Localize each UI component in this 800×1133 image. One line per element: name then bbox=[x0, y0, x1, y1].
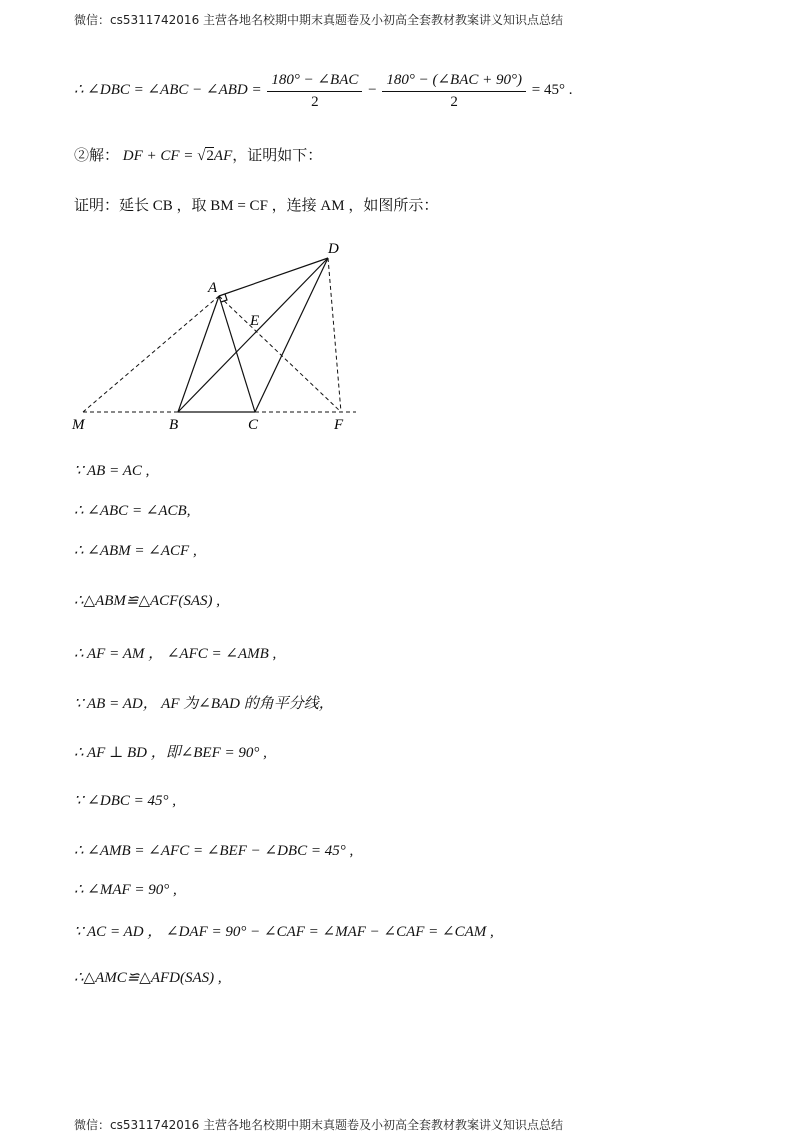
page-header: 微信：cs5311742016 主营各地名校期中期末真题卷及小初高全套教材教案讲义知识点总结 bbox=[74, 13, 564, 27]
page-footer: 微信：cs5311742016 主营各地名校期中期末真题卷及小初高全套教材教案讲义知识点总结 bbox=[74, 1118, 564, 1132]
eq1-fraction-1 bbox=[267, 70, 362, 111]
eq1-frac1-numerator: 180° − ∠BAC bbox=[267, 70, 362, 92]
eq1-lhs: ∴ ∠DBC = ∠ABC − ∠ABD = bbox=[74, 81, 262, 98]
right-angle-mark bbox=[221, 294, 227, 302]
sqrt-argument: 2 bbox=[206, 148, 214, 164]
proof-step-11: ∵ AC = AD ， ∠DAF = 90° − ∠CAF = ∠MAF − ∠CAF = ∠CAM , bbox=[74, 924, 494, 940]
eq1-minus: − bbox=[368, 81, 377, 98]
label-a: A bbox=[208, 280, 218, 296]
eq1-fraction-2 bbox=[382, 70, 526, 111]
eq1-frac2-numerator: 180° − (∠BAC + 90°) bbox=[382, 70, 526, 92]
proof-step-2: ∴ ∠ABC = ∠ACB, bbox=[74, 503, 191, 519]
proof-step-3: ∴ ∠ABM = ∠ACF , bbox=[74, 543, 197, 559]
proof-intro: 证明：延长 CB ，取 BM = CF ，连接 AM ，如图所示： bbox=[74, 198, 439, 214]
sqrt-sign: √ bbox=[197, 148, 206, 164]
proof-step-4: ∴△ABM≌△ACF(SAS) , bbox=[74, 593, 220, 609]
segment-df-dashed bbox=[328, 258, 341, 412]
solution-expr-left: DF + CF = bbox=[122, 148, 194, 164]
eq1-frac2-denominator: 2 bbox=[450, 94, 458, 110]
proof-step-9: ∴ ∠AMB = ∠AFC = ∠BEF − ∠DBC = 45° , bbox=[74, 843, 354, 859]
solution-statement bbox=[74, 144, 322, 165]
segment-am-dashed bbox=[83, 296, 219, 412]
eq1-rhs: = 45° . bbox=[531, 81, 573, 98]
proof-step-5: ∴ AF = AM ， ∠AFC = ∠AMB , bbox=[74, 646, 277, 662]
proof-step-10: ∴ ∠MAF = 90° , bbox=[74, 882, 177, 898]
label-f: F bbox=[334, 417, 344, 433]
segment-cd bbox=[255, 258, 328, 412]
eq1-frac1-denominator: 2 bbox=[311, 94, 319, 110]
label-b: B bbox=[169, 417, 179, 433]
segment-bd bbox=[178, 258, 328, 412]
segment-ac bbox=[219, 296, 255, 412]
solution-expr-right: AF bbox=[213, 148, 233, 164]
proof-step-8: ∵ ∠DBC = 45° , bbox=[74, 793, 176, 809]
segment-af-dashed bbox=[219, 296, 341, 412]
proof-step-12: ∴△AMC≌△AFD(SAS) , bbox=[74, 970, 222, 986]
label-d: D bbox=[328, 241, 339, 257]
segment-ad bbox=[219, 258, 328, 296]
label-e: E bbox=[250, 313, 260, 329]
segment-ab bbox=[178, 296, 219, 412]
label-m: M bbox=[72, 417, 85, 433]
proof-step-6: ∵ AB = AD， AF 为∠BAD 的角平分线， bbox=[74, 696, 334, 712]
solution-suffix: ，证明如下： bbox=[232, 148, 323, 164]
proof-step-1: ∵ AB = AC , bbox=[74, 463, 150, 479]
solution-prefix: ②解： bbox=[74, 148, 120, 164]
proof-step-7: ∴ AF ⊥ BD ，即∠BEF = 90° , bbox=[74, 745, 267, 761]
label-c: C bbox=[248, 417, 259, 433]
equation-dbc bbox=[74, 70, 572, 111]
